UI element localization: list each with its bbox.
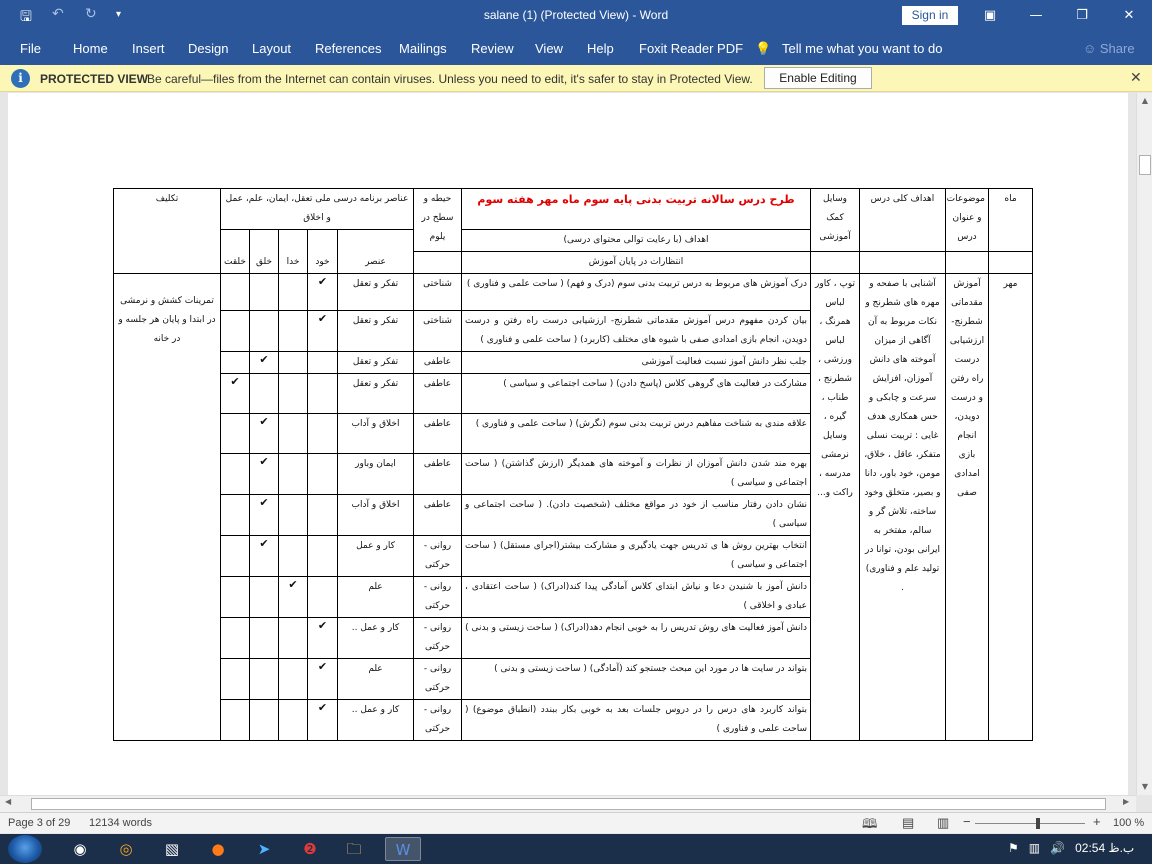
checkmark-icon: ✔ xyxy=(317,275,328,288)
mark-cell-creation xyxy=(250,495,279,536)
element-cell: کار و عمل xyxy=(338,536,414,577)
protected-view-bar xyxy=(0,65,1152,92)
undo-icon[interactable]: ↶ xyxy=(52,6,64,22)
objective-cell: انتخاب بهترین روش ها ی تدریس جهت یادگیری و مشارکت بیشتر(اجرای مستقل) ( ساحت اجتماعی و سیاسی ) xyxy=(462,536,811,577)
zoom-slider-track[interactable] xyxy=(975,823,1085,824)
mark-cell-self xyxy=(308,659,338,700)
goal-cell: آشنایی با صفحه و مهره های شطرنج و نکات مربوط به آن آگاهی از میزان آموخته های دانش آموزان، افزایش سرعت و چابکی و حس همکاری هدف غایی : تربیت نسلی متفکر، عاقل ، خلاق، مومن، خود باور، دانا و بصیر، متخلق وخود ساخته، تلاش گر و سالم، مفتخر به ایرانی بودن، توانا در تولید علم و فناوری) . xyxy=(860,274,946,741)
scroll-right-icon[interactable]: ▶ xyxy=(1123,797,1130,806)
mark-cell-nature xyxy=(221,536,250,577)
vertical-scroll-thumb[interactable] xyxy=(1139,155,1151,175)
mark-cell-creation xyxy=(250,274,279,311)
minimize-icon[interactable]: — xyxy=(1029,8,1043,23)
domain-cell: روانی - حرکتی xyxy=(414,577,462,618)
checkmark-icon: ✔ xyxy=(259,353,269,366)
mark-cell-self xyxy=(308,352,338,374)
flag-icon[interactable]: ⚑ xyxy=(1008,841,1019,855)
network-icon[interactable]: ▥ xyxy=(1028,841,1041,855)
mark-cell-self xyxy=(308,700,338,741)
objective-cell: دانش آموز فعالیت های روش تدریس را به خوبی انجام دهد(ادراک) ( ساحت زیستی و بدنی ) xyxy=(462,618,811,659)
document-page[interactable] xyxy=(8,93,1128,795)
tab-insert[interactable]: Insert xyxy=(132,41,165,56)
checkmark-icon: ✔ xyxy=(317,701,328,714)
homework-cell: تمرینات کشش و نرمشی در ابتدا و پایان هر جلسه و در خانه xyxy=(114,274,221,741)
domain-cell: عاطفی xyxy=(414,414,462,454)
element-cell: تفکر و تعقل xyxy=(338,374,414,414)
header-goals: اهداف کلی درس xyxy=(860,189,946,252)
mark-cell-god xyxy=(279,536,308,577)
element-cell: ایمان وباور xyxy=(338,454,414,495)
mark-cell-creation xyxy=(250,659,279,700)
element-cell: اخلاق و آداب xyxy=(338,495,414,536)
mark-cell-god xyxy=(279,414,308,454)
read-mode-icon[interactable]: 🕮 xyxy=(862,816,878,831)
app-icon[interactable]: ❷ xyxy=(303,840,317,858)
person-icon: ☺ xyxy=(1083,41,1100,56)
mark-cell-creation xyxy=(250,577,279,618)
mark-cell-self xyxy=(308,577,338,618)
scroll-up-icon[interactable]: ▲ xyxy=(1141,96,1149,105)
objective-cell: بیان کردن مفهوم درس آموزش مقدماتی شطرنج- ارزشیابی درست راه رفتن و درست دویدن، انجام بازی امدادی صفی با شیوه های مختلف (کاربرد) ( ساحت علمی و فناوری ) xyxy=(462,311,811,352)
telegram-icon[interactable]: ➤ xyxy=(257,840,271,858)
objective-cell: دانش آموز با شنیدن دعا و نیاش ابتدای کلاس آمادگی پیدا کند(ادراک) ( ساحت اعتقادی ، عبادی و اخلاقی ) xyxy=(462,577,811,618)
mark-cell-creation xyxy=(250,454,279,495)
objective-cell: علاقه مندی به شناخت مفاهیم درس تربیت بدنی سوم (نگرش) ( ساحت علمی و فناوری ) xyxy=(462,414,811,454)
mark-cell-creation xyxy=(250,536,279,577)
domain-cell: عاطفی xyxy=(414,454,462,495)
tab-review[interactable]: Review xyxy=(471,41,514,56)
tell-me-search[interactable]: Tell me what you want to do xyxy=(782,41,943,56)
system-tray xyxy=(1008,841,1134,855)
header-nature: خلقت xyxy=(221,230,250,274)
mark-cell-god xyxy=(279,454,308,495)
checkmark-icon: ✔ xyxy=(259,455,269,468)
mark-cell-nature xyxy=(221,454,250,495)
header-elements: عناصر برنامه درسی ملی تعقل، ایمان، علم، عمل و اخلاق xyxy=(221,189,414,230)
domain-cell: روانی - حرکتی xyxy=(414,618,462,659)
header-god: خدا xyxy=(279,230,308,274)
header-topics: موضوعات و عنوان درس xyxy=(946,189,989,252)
page-count[interactable]: Page 3 of 29 xyxy=(8,817,71,829)
enable-editing-button[interactable]: Enable Editing xyxy=(764,67,872,89)
header-domain: حیطه و سطح در یلوم xyxy=(414,189,462,252)
mark-cell-nature xyxy=(221,700,250,741)
domain-cell: روانی - حرکتی xyxy=(414,700,462,741)
element-cell: علم xyxy=(338,659,414,700)
objective-cell: جلب نظر دانش آموز نسبت فعالیت آموزشی xyxy=(462,352,811,374)
objective-cell: بتواند کاربرد های درس را در دروس جلسات بعد به خوبی بکار ببندد (انطباق موضوع) ( ساحت علمی و فناوری ) xyxy=(462,700,811,741)
mark-cell-nature xyxy=(221,352,250,374)
lesson-plan-title: طرح درس سالانه تربیت بدنی پایه سوم ماه مهر هفته سوم xyxy=(462,189,811,230)
objective-cell: بتواند در سایت ها در مورد این مبحث جستجو کند (آمادگی) ( ساحت زیستی و بدنی ) xyxy=(462,659,811,700)
mark-cell-god xyxy=(279,700,308,741)
element-cell: تفکر و تعقل xyxy=(338,352,414,374)
domain-cell: شناختی xyxy=(414,311,462,352)
mark-cell-god xyxy=(279,374,308,414)
lesson-plan-table xyxy=(113,188,1033,741)
header-row xyxy=(114,189,1033,230)
redo-icon[interactable]: ↻ xyxy=(85,6,97,22)
element-cell: کار و عمل .. xyxy=(338,700,414,741)
tab-view[interactable]: View xyxy=(535,41,563,56)
checkmark-icon: ✔ xyxy=(317,312,328,325)
tab-foxit-reader-pdf[interactable]: Foxit Reader PDF xyxy=(639,41,744,56)
objective-cell: بهره مند شدن دانش آموزان از نظرات و آموخته های همدیگر (ارزش گذاشتن) ( ساحت اجتماعی و سیاسی ) xyxy=(462,454,811,495)
print-layout-icon[interactable]: ▤ xyxy=(902,815,915,830)
close-icon[interactable]: ✕ xyxy=(1123,8,1135,23)
domain-cell: روانی - حرکتی xyxy=(414,536,462,577)
header-self: خود xyxy=(308,230,338,274)
scroll-down-icon[interactable]: ▼ xyxy=(1141,782,1149,791)
horizontal-scroll-thumb[interactable] xyxy=(31,798,1106,810)
mark-cell-self xyxy=(308,495,338,536)
checkmark-icon: ✔ xyxy=(288,578,298,591)
zoom-level[interactable]: 100 % xyxy=(1113,817,1145,829)
mark-cell-creation xyxy=(250,311,279,352)
header-month: ماه xyxy=(989,189,1033,252)
mark-cell-creation xyxy=(250,414,279,454)
topic-cell: آموزش مقدماتی شطرنج- ارزشیابی درست راه رفتن و درست دویدن، انجام بازی امدادی صفی xyxy=(946,274,989,741)
domain-cell: عاطفی xyxy=(414,495,462,536)
mark-cell-god xyxy=(279,495,308,536)
element-cell: اخلاق و آداب xyxy=(338,414,414,454)
title-bar xyxy=(0,0,1152,32)
mark-cell-nature xyxy=(221,618,250,659)
mark-cell-god xyxy=(279,618,308,659)
table-row xyxy=(114,274,1033,311)
domain-cell: عاطفی xyxy=(414,352,462,374)
mark-cell-god xyxy=(279,274,308,311)
header-expectations: انتظارات در پایان آموزش xyxy=(462,252,811,274)
tab-home[interactable]: Home xyxy=(73,41,108,56)
mark-cell-god xyxy=(279,577,308,618)
checkmark-icon: ✔ xyxy=(230,375,240,388)
info-icon: i xyxy=(11,69,30,88)
mark-cell-creation xyxy=(250,700,279,741)
mark-cell-god xyxy=(279,311,308,352)
checkmark-icon: ✔ xyxy=(259,537,269,550)
checkmark-icon: ✔ xyxy=(259,415,269,428)
scroll-left-icon[interactable]: ◀ xyxy=(5,797,12,806)
mark-cell-nature xyxy=(221,311,250,352)
mark-cell-nature xyxy=(221,274,250,311)
domain-cell: عاطفی xyxy=(414,374,462,414)
document-area[interactable] xyxy=(0,93,1136,795)
word-taskbar-icon[interactable]: W xyxy=(385,837,421,861)
customize-toolbar-icon[interactable]: ▾ xyxy=(116,9,122,20)
start-button[interactable] xyxy=(8,835,42,863)
firefox-icon[interactable]: ● xyxy=(211,840,225,858)
tools-cell: توپ ، کاور لباس همرنگ ، لباس ورزشی ، شطرنج ، طناب ، گیره ، وسایل نرمشی مدرسه ، راکت و... xyxy=(811,274,860,741)
objective-cell: درک آموزش های مربوط به درس تربیت بدنی سوم (درک و فهم) ( ساحت علمی و فناوری ) xyxy=(462,274,811,311)
taskbar xyxy=(0,834,1152,864)
save-icon[interactable]: 🖫 xyxy=(20,9,32,25)
share-button[interactable]: ☺ Share xyxy=(1083,41,1135,56)
mark-cell-creation xyxy=(250,618,279,659)
window-title: salane (1) (Protected View) - Word xyxy=(483,8,669,22)
protected-view-message: Be careful—files from the Internet can contain viruses. Unless you need to edit, it's safer to stay in Protected View. xyxy=(147,72,753,86)
mark-cell-self xyxy=(308,618,338,659)
browser-icon[interactable]: ◎ xyxy=(119,840,133,858)
clock[interactable]: 02:54 ب.ظ xyxy=(1075,841,1135,855)
header-tools: وسایل کمک آموزشی xyxy=(811,189,860,252)
checkmark-icon: ✔ xyxy=(259,496,269,509)
header-element: عنصر xyxy=(338,230,414,274)
chrome-icon[interactable]: ◉ xyxy=(73,840,87,858)
zoom-slider-thumb[interactable] xyxy=(1036,818,1040,829)
status-bar xyxy=(0,812,1152,833)
element-cell: تفکر و تعقل xyxy=(338,311,414,352)
header-creation: خلق xyxy=(250,230,279,274)
restore-icon[interactable]: ❐ xyxy=(1076,8,1088,23)
mark-cell-nature xyxy=(221,659,250,700)
element-cell: علم xyxy=(338,577,414,618)
protected-view-label: PROTECTED VIEW xyxy=(40,72,149,86)
element-cell: تفکر و تعقل xyxy=(338,274,414,311)
tab-references[interactable]: References xyxy=(315,41,382,56)
mark-cell-nature xyxy=(221,495,250,536)
mark-cell-god xyxy=(279,352,308,374)
month-cell: مهر xyxy=(989,274,1033,741)
horizontal-scrollbar[interactable] xyxy=(0,795,1136,812)
sign-in-button[interactable]: Sign in xyxy=(902,6,958,25)
mark-cell-nature xyxy=(221,577,250,618)
zoom-out-icon[interactable]: − xyxy=(963,814,971,829)
domain-cell: شناختی xyxy=(414,274,462,311)
mark-cell-self xyxy=(308,374,338,414)
mark-cell-god xyxy=(279,659,308,700)
web-layout-icon[interactable]: ▥ xyxy=(937,815,950,830)
mark-cell-self xyxy=(308,274,338,311)
zoom-in-icon[interactable]: + xyxy=(1093,814,1101,829)
header-sub-goals: اهداف (با رعایت توالی محتوای درسی) xyxy=(462,230,811,252)
tab-help[interactable]: Help xyxy=(587,41,614,56)
volume-icon[interactable]: 🔊 xyxy=(1050,841,1066,855)
tab-design[interactable]: Design xyxy=(188,41,229,56)
tab-file[interactable]: File xyxy=(20,41,41,56)
objective-cell: نشان دادن رفتار مناسب از خود در مواقع مختلف (شخصیت دادن). ( ساحت اجتماعی و سیاسی ) xyxy=(462,495,811,536)
checkmark-icon: ✔ xyxy=(317,619,328,632)
ribbon-display-options-icon[interactable]: ▣ xyxy=(983,8,997,23)
mark-cell-self xyxy=(308,414,338,454)
mark-cell-creation xyxy=(250,352,279,374)
mark-cell-nature xyxy=(221,374,250,414)
mark-cell-self xyxy=(308,454,338,495)
lightbulb-icon: 💡 xyxy=(755,41,772,56)
tab-mailings[interactable]: Mailings xyxy=(399,41,447,56)
mark-cell-nature xyxy=(221,414,250,454)
tab-layout[interactable]: Layout xyxy=(252,41,292,56)
mark-cell-self xyxy=(308,311,338,352)
close-bar-icon[interactable]: ✕ xyxy=(1130,69,1142,85)
objective-cell: مشارکت در فعالیت های گروهی کلاس (پاسخ دادن) ( ساحت اجتماعی و سیاسی ) xyxy=(462,374,811,414)
file-explorer-icon[interactable]: 🗀 xyxy=(346,840,362,858)
vertical-scrollbar[interactable] xyxy=(1136,93,1152,795)
element-cell: کار و عمل .. xyxy=(338,618,414,659)
mark-cell-self xyxy=(308,536,338,577)
checkmark-icon: ✔ xyxy=(317,660,328,673)
mark-cell-creation xyxy=(250,374,279,414)
header-homework: تکلیف xyxy=(114,189,221,274)
domain-cell: روانی - حرکتی xyxy=(414,659,462,700)
ribbon-tabs xyxy=(0,32,1152,65)
screenshot-app-icon[interactable]: ▧ xyxy=(164,840,180,858)
word-count[interactable]: 12134 words xyxy=(89,817,152,829)
